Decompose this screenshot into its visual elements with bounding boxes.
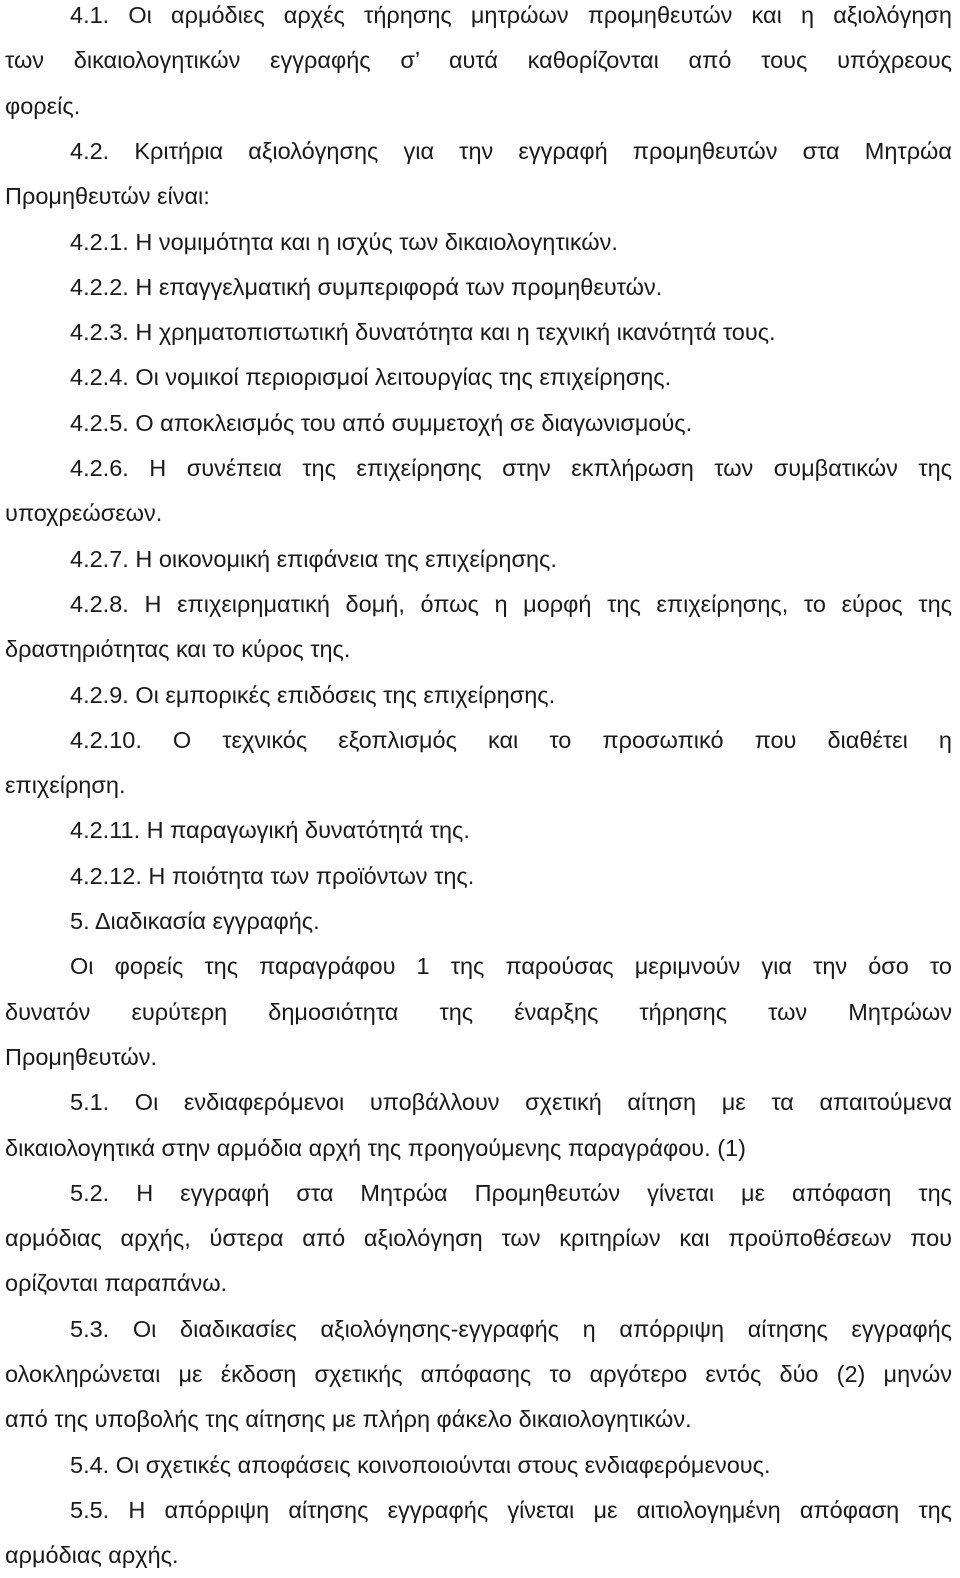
text-line: 5.5. Η απόρριψη αίτησης εγγραφής γίνεται με αιτιολογημένη απόφαση της — [70, 1496, 952, 1523]
text-line: 4.2.6. Η συνέπεια της επιχείρησης στην εκπλήρωση των συμβατικών της — [70, 455, 952, 481]
text-line: 4.2. Κριτήρια αξιολόγησης για την εγγραφή προμηθευτών στα Μητρώα — [70, 137, 952, 164]
text-line: Οι φορείς της παραγράφου 1 της παρούσας μεριμνούν για την όσο το — [70, 953, 952, 980]
text-line: δικαιολογητικά στην αρμόδια αρχή της προηγούμενης παραγράφου. (1) — [5, 1134, 746, 1161]
text-line: 4.2.4. Οι νομικοί περιορισμοί λειτουργίας της επιχείρησης. — [70, 364, 672, 391]
text-line: 4.2.12. Η ποιότητα των προϊόντων της. — [70, 862, 475, 889]
text-line: 4.2.1. Η νομιμότητα και η ισχύς των δικαιολογητικών. — [70, 228, 618, 255]
text-line: αρμόδιας αρχής, ύστερα από αξιολόγηση των κριτηρίων και προϋποθέσεων που — [5, 1225, 952, 1252]
text-line: 5.1. Οι ενδιαφερόμενοι υποβάλλουν σχετική αίτηση με τα απαιτούμενα — [70, 1089, 952, 1116]
text-line: από της υποβολής της αίτησης με πλήρη φάκελο δικαιολογητικών. — [5, 1406, 692, 1433]
text-line: αρμόδιας αρχής. — [5, 1542, 179, 1569]
text-line: δραστηριότητας και το κύρος της. — [5, 636, 351, 663]
text-line: 4.2.3. Η χρηματοπιστωτική δυνατότητα και η τεχνική ικανότητά τους. — [70, 319, 776, 346]
text-line: επιχείρηση. — [5, 772, 126, 799]
text-line: 4.2.5. Ο αποκλεισμός του από συμμετοχή σε διαγωνισμούς. — [70, 409, 693, 436]
text-line: 4.2.2. Η επαγγελματική συμπεριφορά των προμηθευτών. — [70, 273, 663, 300]
text-line: 5.4. Οι σχετικές αποφάσεις κοινοποιούνται στους ενδιαφερόμενους. — [70, 1451, 771, 1478]
text-line: 5.3. Οι διαδικασίες αξιολόγησης-εγγραφής η απόρριψη αίτησης εγγραφής — [70, 1315, 952, 1342]
section-heading: 5. Διαδικασία εγγραφής. — [70, 908, 320, 934]
text-line: 4.2.10. Ο τεχνικός εξοπλισμός και το προσωπικό που διαθέτει η — [70, 726, 952, 753]
text-line: ολοκληρώνεται με έκδοση σχετικής απόφασης το αργότερο εντός δύο (2) μηνών — [5, 1361, 952, 1387]
text-line: 4.2.11. Η παραγωγική δυνατότητά της. — [70, 817, 470, 844]
text-line: 4.2.9. Οι εμπορικές επιδόσεις της επιχείρησης. — [70, 681, 556, 708]
text-line: 5.2. Η εγγραφή στα Μητρώα Προμηθευτών γίνεται με απόφαση της — [70, 1179, 952, 1206]
text-line: Προμηθευτών είναι: — [5, 183, 210, 210]
text-line: 4.1. Οι αρμόδιες αρχές τήρησης μητρώων προμηθευτών και η αξιολόγηση — [70, 2, 952, 28]
text-line: ορίζονται παραπάνω. — [5, 1270, 228, 1297]
text-line: δυνατόν ευρύτερη δημοσιότητα της έναρξης τήρησης των Μητρώων — [5, 998, 952, 1025]
text-line: υποχρεώσεων. — [5, 500, 163, 527]
text-line: φορείς. — [5, 92, 81, 119]
text-line: των δικαιολογητικών εγγραφής σ’ αυτά καθορίζονται από τους υπόχρεους — [5, 47, 952, 74]
text-line: Προμηθευτών. — [5, 1043, 157, 1070]
text-line: 4.2.7. Η οικονομική επιφάνεια της επιχείρησης. — [70, 545, 557, 572]
text-line: 4.2.8. Η επιχειρηματική δομή, όπως η μορφή της επιχείρησης, το εύρος της — [70, 590, 952, 617]
